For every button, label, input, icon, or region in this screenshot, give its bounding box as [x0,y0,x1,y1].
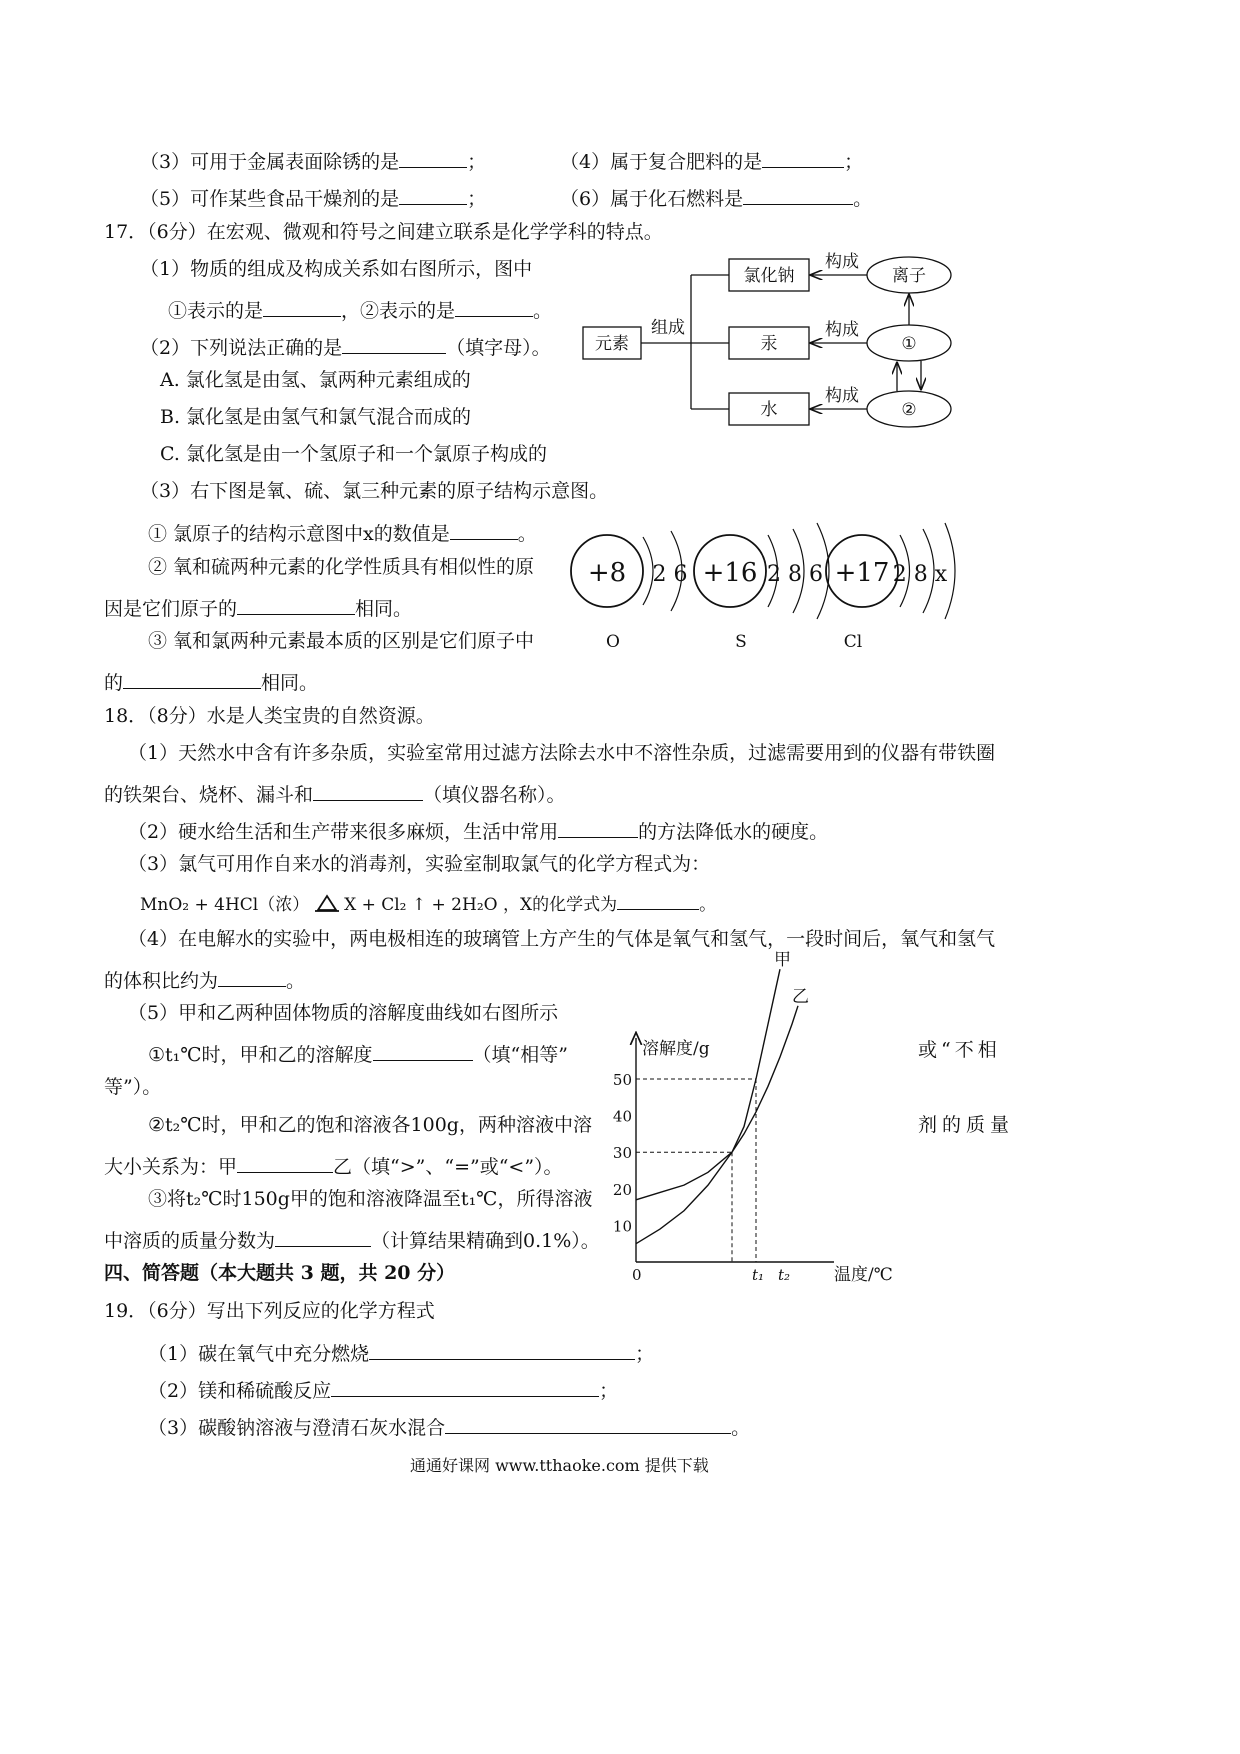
x-tick-t2: t₂ [778,1266,791,1284]
y-axis-label: 溶解度/g [642,1039,710,1059]
q18-p5-1c: 或“不相 [918,1039,1001,1061]
q18-p5-2a: ②t₂℃时，甲和乙的饱和溶液各100g，两种溶液中溶 [148,1114,592,1136]
q18-p5-3a: ③将t₂℃时150g甲的饱和溶液降温至t₁℃，所得溶液 [148,1188,593,1210]
q18-p3: （3）氯气可用作自来水的消毒剂，实验室制取氯气的化学方程式为： [128,853,711,875]
q17-p3-3b: 的 相同。 [104,669,318,693]
x-tick-t1: t₁ [752,1266,765,1284]
q18-p5: （5）甲和乙两种固体物质的溶解度曲线如右图所示 [128,1002,559,1024]
chlorine-nucleus-charge: +17 [834,558,890,588]
sulfur-symbol: S [735,632,747,652]
section4-heading: 四、简答题（本大题共 3 题，共 20 分） [104,1262,456,1284]
q18-p1b: 的铁架台、烧杯、漏斗和 （填仪器名称）。 [104,781,566,805]
y-tick-30: 30 [612,1144,632,1163]
ion-label: 离子 [892,266,926,286]
nacl-label: 氯化钠 [743,266,795,286]
q18-p5-1d: 等”）。 [104,1076,162,1098]
q17-option-a: A. 氯化氢是由氢、氯两种元素组成的 [160,369,471,391]
q16-item4: （4）属于复合肥料的是 ； [560,148,863,172]
q17-p2: （2）下列说法正确的是 （填字母）。 [140,334,551,358]
composition-diagram [575,245,995,445]
q19-r1: （1）碳在氧气中充分燃烧 ； [148,1340,654,1364]
circle1-label: ① [901,334,917,354]
q17-p1a: （1）物质的组成及构成关系如右图所示，图中 [140,258,533,280]
q18-p2: （2）硬水给生活和生产带来很多麻烦，生活中常用 的方法降低水的硬度。 [128,818,828,842]
q16-item6: （6）属于化石燃料是 。 [560,185,872,209]
construct-label-2: 构成 [825,320,859,340]
sulfur-shells: 2 8 6 [767,562,823,587]
x-axis-label: 温度/℃ [834,1265,893,1285]
compose-label: 组成 [651,318,685,338]
q16-item5: （5）可作某些食品干燥剂的是 ； [140,185,486,209]
y-tick-10: 10 [612,1217,632,1236]
q17-option-b: B. 氯化氢是由氢气和氯气混合而成的 [160,406,472,428]
q18-p5-1: ①t₁℃时，甲和乙的溶解度 （填“相等” [148,1041,568,1065]
q16-item3: （3）可用于金属表面除锈的是 ； [140,148,486,172]
q17-p3-1: ① 氯原子的结构示意图中x的数值是 。 [148,520,537,544]
heat-triangle-icon [315,894,339,912]
series-jia-label: 甲 [774,950,791,971]
hg-label: 汞 [760,334,778,354]
oxygen-nucleus-charge: +8 [587,558,627,588]
oxygen-symbol: O [606,632,620,652]
footer: 通通好课网 www.tthaoke.com 提供下载 [410,1456,709,1475]
q17-p3-2a: ② 氧和硫两种元素的化学性质具有相似性的原 [148,556,535,578]
q17-p3-3a: ③ 氧和氯两种元素最本质的区别是它们原子中 [148,630,535,652]
q18-p4b: 的体积比约为 。 [104,967,305,991]
circle2-label: ② [901,400,917,420]
q17-option-c: C. 氯化氢是由一个氢原子和一个氯原子构成的 [160,443,547,465]
q17-p1b: ①表示的是 ，②表示的是 。 [168,297,552,321]
sulfur-nucleus-charge: +16 [702,558,758,588]
element-label: 元素 [595,334,629,354]
water-label: 水 [760,400,778,420]
series-yi-label: 乙 [792,986,809,1007]
q18-title: 18．（8分）水是人类宝贵的自然资源。 [104,705,435,727]
x-tick-0: 0 [632,1266,642,1284]
oxygen-shells: 2 6 [652,562,688,587]
construct-label-3: 构成 [825,386,859,406]
q18-p5-2b: 剂的质量 [918,1114,1015,1136]
chlorine-shells: 2 8 x [892,562,948,587]
q18-equation: MnO₂ + 4HCl（浓） X + Cl₂ ↑ + 2H₂O ，X的化学式为 。 [140,892,716,914]
q17-title: 17．（6分）在宏观、微观和符号之间建立联系是化学学科的特点。 [104,221,663,243]
q17-p3: （3）右下图是氧、硫、氯三种元素的原子结构示意图。 [140,480,609,502]
solubility-chart [612,950,912,1294]
y-tick-20: 20 [612,1180,632,1199]
series-yi-curve [636,1006,798,1200]
q18-p4a: （4）在电解水的实验中，两电极相连的玻璃管上方产生的气体是氧气和氢气，一段时间后，氧气和氢气 [128,928,996,950]
y-tick-50: 50 [612,1071,632,1089]
atom-structures [565,515,965,660]
q19-r2: （2）镁和稀硫酸反应 ； [148,1377,618,1401]
q17-p3-2b: 因是它们原子的 相同。 [104,595,412,619]
y-tick-40: 40 [612,1107,632,1126]
q18-p1a: （1）天然水中含有许多杂质，实验室常用过滤方法除去水中不溶性杂质，过滤需要用到的仪器有带铁圈 [128,742,996,764]
q18-p5-3b: 中溶质的质量分数为 （计算结果精确到0.1%）。 [104,1227,600,1251]
q19-title: 19．（6分）写出下列反应的化学方程式 [104,1300,435,1322]
chlorine-symbol: Cl [843,632,863,652]
q18-p5-2c: 大小关系为：甲 乙（填“>”、“=”或“<”）。 [104,1153,563,1177]
q19-r3: （3）碳酸钠溶液与澄清石灰水混合 。 [148,1414,750,1438]
construct-label-1: 构成 [825,252,859,272]
